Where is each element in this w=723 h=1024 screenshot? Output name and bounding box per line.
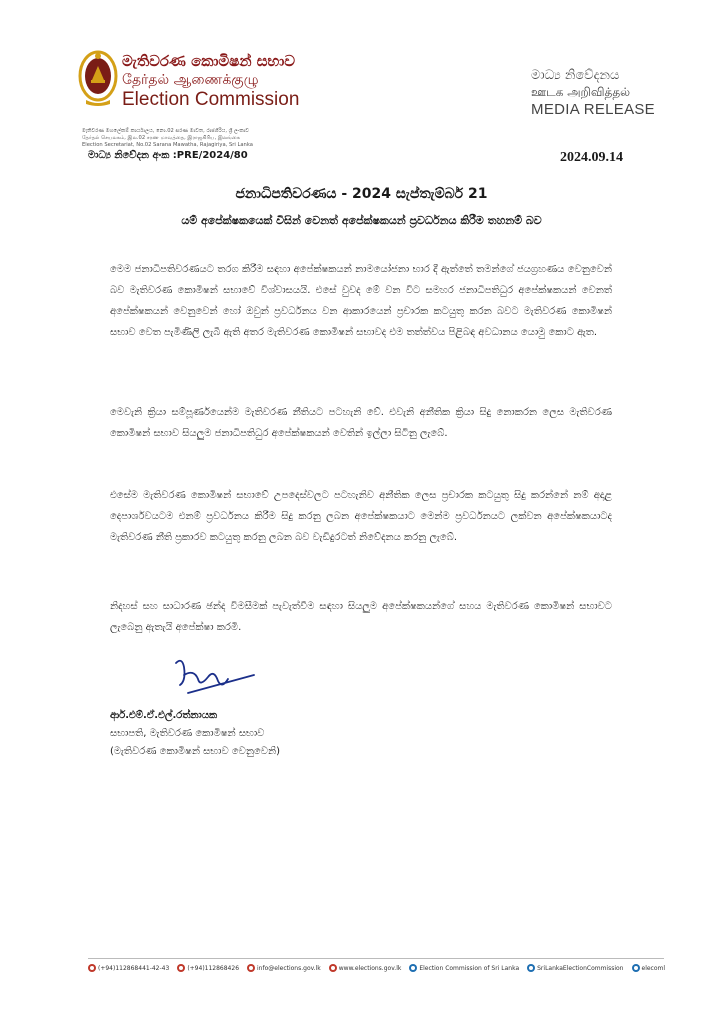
address-sinhala: මැතිවරණ මහලේකම් කාර්යාලය, නො.02 සරණ මාවත, රාජගිරිය, ශ්‍රී ලංකාව <box>82 128 249 134</box>
paragraph-2: මෙවැනි ක්‍රියා සම්පූර්ණයෙන්ම මැතිවරණ නීතියට පටහැනි වේ. එවැනි අනීතික ක්‍රියා සිදු නොකරන ලෙස මැතිවරණ කොමිෂන් සභාව සියලුම ජනාධිපතිධුර අපේක්ෂකයන් වෙතින් ඉල්ලා සිටිනු ලැබේ. <box>110 407 612 439</box>
sri-lanka-emblem-icon <box>78 50 118 108</box>
signatory-title: සභාපති, මැතිවරණ කොමිෂන් සභාව <box>110 728 265 739</box>
footer-fax-text: (+94)112868426 <box>187 964 240 972</box>
footer-facebook-page[interactable] <box>409 964 519 972</box>
org-name-tamil: தேர்தல் ஆணைக்குழு <box>122 72 259 88</box>
signatory-on-behalf: (මැතිවරණ කොමිෂන් සභාව වෙනුවෙනි) <box>110 746 280 757</box>
handwritten-signature <box>168 655 258 699</box>
phone-icon <box>88 964 96 972</box>
facebook-icon <box>527 964 535 972</box>
web-icon <box>329 964 337 972</box>
footer-facebook-handle-text[interactable]: SriLankaElectionCommission <box>537 964 624 972</box>
organization-name <box>122 52 299 111</box>
paragraph-3: එසේම මැතිවරණ කොමිෂන් සභාවේ උපදෙස්වලට පටහැනිව අනීතික ලෙස ප්‍රචාරක කටයුතු සිදු කරන්නේ නම් අදාළ දෙපාර්ශවයටම එනම් ප්‍රවර්ධනය කිරීම සිදු කරනු ලබන අපේක්ෂකයාට මෙන්ම ප්‍රවර්ධනයට ලක්වන අපේක්ෂකයාටද මැතිවරණ නීති ප්‍රකාරව කටයුතු කරනු ලබන බව වැඩිදුරටත් නිවේදනය කරනු ලැබේ. <box>110 490 612 543</box>
footer-phone <box>88 964 169 972</box>
contact-footer <box>88 964 678 972</box>
footer-twitter-text[interactable]: elecoml <box>641 964 666 972</box>
footer-facebook-handle[interactable] <box>527 964 623 972</box>
email-icon <box>247 964 255 972</box>
address-english: Election Secretariat, No.02 Sarana Mawatha, Rajagiriya, Sri Lanka <box>82 142 253 148</box>
address-block <box>82 128 253 149</box>
paragraph-1: මෙම ජනාධිපතිවරණයට තරග කිරීම සඳහා අපේක්ෂකයන් නාමයෝජනා භාර දී ඇත්තේ තමන්ගේ ජයග්‍රහණය වෙනුවෙන් බව මැතිවරණ කොමිෂන් සභාවේ විශ්වාසයයි. එසේ වුවද මේ වන විට සමහර ජනාධිපතිධුර අපේක්ෂකයන් වෙනත් අපේක්ෂකයන් වෙනුවෙන් හෝ ඔවුන් ප්‍රවර්ධනය වන ආකාරයෙන් ප්‍රචාරක කටයුතු කරන බවට මැතිවරණ කොමිෂන් සභාව වෙත පැමිණිලි ලැබී ඇති අතර මැතිවරණ කොමිෂන් සභාවද එම තත්ත්වය පිළිබඳ අවධානය යොමු කොට ඇත. <box>110 264 612 338</box>
footer-phone-text: (+94)112868441-42-43 <box>98 964 170 972</box>
footer-website-text[interactable]: www.elections.gov.lk <box>338 964 402 972</box>
org-name-sinhala: මැතිවරණ කොමිෂන් සභාව <box>122 52 296 70</box>
document-title: ජනාධිපතිවරණය - 2024 සැප්තැම්බර් 21 <box>235 186 488 202</box>
footer-facebook-page-text[interactable]: Election Commission of Sri Lanka <box>419 964 520 972</box>
document-subtitle: යම් අපේක්ෂකයෙක් විසින් වෙනත් අපේක්ෂකයන් ප්‍රවර්ධනය කිරීම තහනම් බව <box>181 214 542 227</box>
address-tamil: தேர்தல் செயலகம், இல.02 சரண மாவத்தை, இராஜகிரிய, இலங்கை <box>82 135 241 141</box>
footer-fax <box>177 964 239 972</box>
release-date: 2024.09.14 <box>560 150 623 165</box>
footer-twitter[interactable] <box>632 964 666 972</box>
signature-block <box>110 707 280 761</box>
org-name-english: Election Commission <box>122 89 300 110</box>
footer-website[interactable] <box>329 964 402 972</box>
footer-divider <box>88 958 664 959</box>
media-label-sinhala: මාධ්‍ය නිවේදනය <box>531 68 620 83</box>
reference-number: මාධ්‍ය නිවේදන අංක :PRE/2024/80 <box>88 150 248 161</box>
fax-icon <box>177 964 185 972</box>
twitter-icon <box>632 964 640 972</box>
facebook-icon <box>409 964 417 972</box>
footer-email[interactable] <box>247 964 321 972</box>
media-label-tamil: ஊடக அறிவித்தல் <box>531 85 631 99</box>
paragraph-4: නිදහස් සහ සාධාරණ ඡන්ද විමසීමක් පැවැත්වීම සඳහා සියලුම අපේක්ෂකයන්ගේ සහය මැතිවරණ කොමිෂන් සභාවට ලැබෙනු ඇතැයි අපේක්ෂා කරමි. <box>110 601 612 633</box>
media-label-english: MEDIA RELEASE <box>531 101 655 118</box>
footer-email-text[interactable]: info@elections.gov.lk <box>257 964 321 972</box>
media-release-label <box>531 68 655 120</box>
signatory-name: ආර්.එම්.ඒ.එල්.රත්නායක <box>110 710 218 721</box>
